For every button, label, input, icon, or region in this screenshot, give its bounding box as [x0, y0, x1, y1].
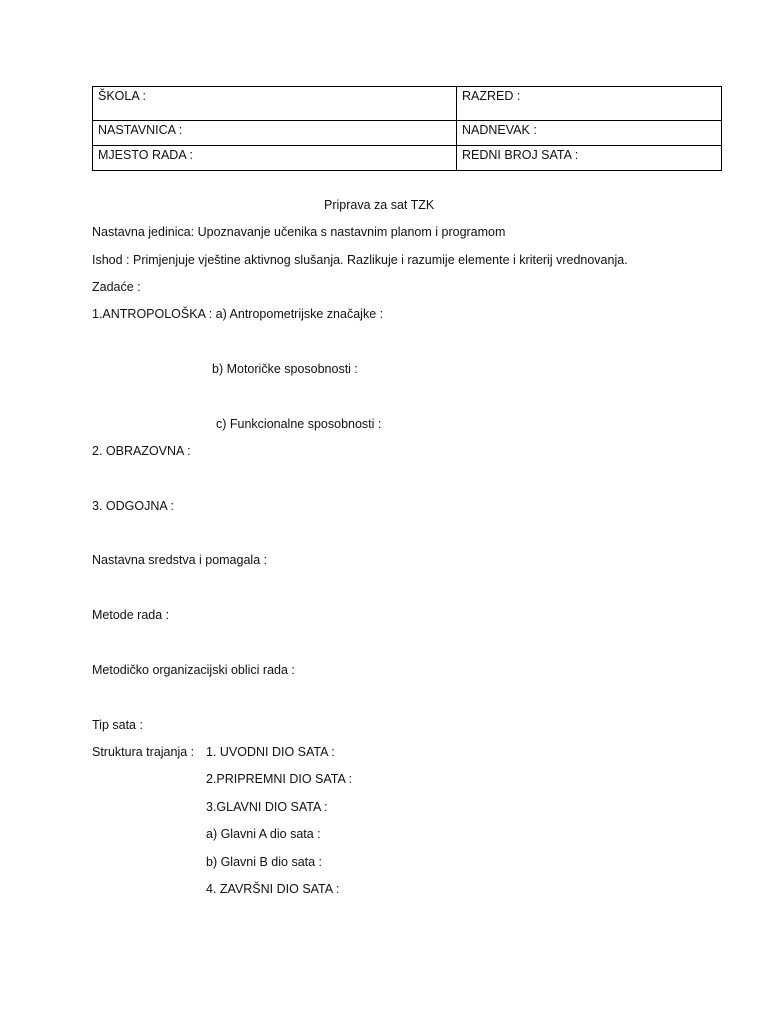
odgojna-zadaca: 3. ODGOJNA :	[92, 499, 174, 513]
tip-sata: Tip sata :	[92, 718, 143, 732]
table-row	[93, 146, 722, 171]
funkcionalne-sposobnosti: c) Funkcionalne sposobnosti :	[216, 417, 382, 431]
struktura-trajanja-label: Struktura trajanja :	[92, 745, 195, 759]
struktura-zavrsni: 4. ZAVRŠNI DIO SATA :	[206, 882, 340, 896]
header-table	[92, 86, 722, 171]
nastavna-sredstva: Nastavna sredstva i pomagala :	[92, 553, 268, 567]
struktura-uvodni: 1. UVODNI DIO SATA :	[206, 745, 335, 759]
razred-cell: RAZRED :	[457, 87, 722, 121]
table-row	[93, 87, 722, 121]
struktura-glavni-a: a) Glavni A dio sata :	[206, 827, 321, 841]
document-title: Priprava za sat TZK	[324, 198, 435, 212]
metode-rada: Metode rada :	[92, 608, 170, 622]
struktura-glavni: 3.GLAVNI DIO SATA :	[206, 800, 328, 814]
skola-cell: ŠKOLA :	[93, 87, 457, 121]
antropoloska-zadaca: 1.ANTROPOLOŠKA : a) Antropometrijske značajke :	[92, 307, 384, 321]
table-row	[93, 121, 722, 146]
struktura-glavni-b: b) Glavni B dio sata :	[206, 855, 323, 869]
nadnevak-cell: NADNEVAK :	[457, 121, 722, 146]
mjesto-rada-cell: MJESTO RADA :	[93, 146, 457, 171]
redni-broj-sata-cell: REDNI BROJ SATA :	[457, 146, 722, 171]
zadace: Zadaće :	[92, 280, 141, 294]
nastavnica-cell: NASTAVNICA :	[93, 121, 457, 146]
motoricke-sposobnosti: b) Motoričke sposobnosti :	[212, 362, 358, 376]
nastavna-jedinica: Nastavna jedinica: Upoznavanje učenika s nastavnim planom i programom	[92, 225, 506, 239]
obrazovna-zadaca: 2. OBRAZOVNA :	[92, 444, 191, 458]
ishod: Ishod : Primjenjuje vještine aktivnog slušanja. Razlikuje i razumije elemente i kriterij vrednovanja.	[92, 253, 628, 267]
organizacijski-oblici: Metodičko organizacijski oblici rada :	[92, 663, 295, 677]
struktura-pripremni: 2.PRIPREMNI DIO SATA :	[206, 772, 353, 786]
